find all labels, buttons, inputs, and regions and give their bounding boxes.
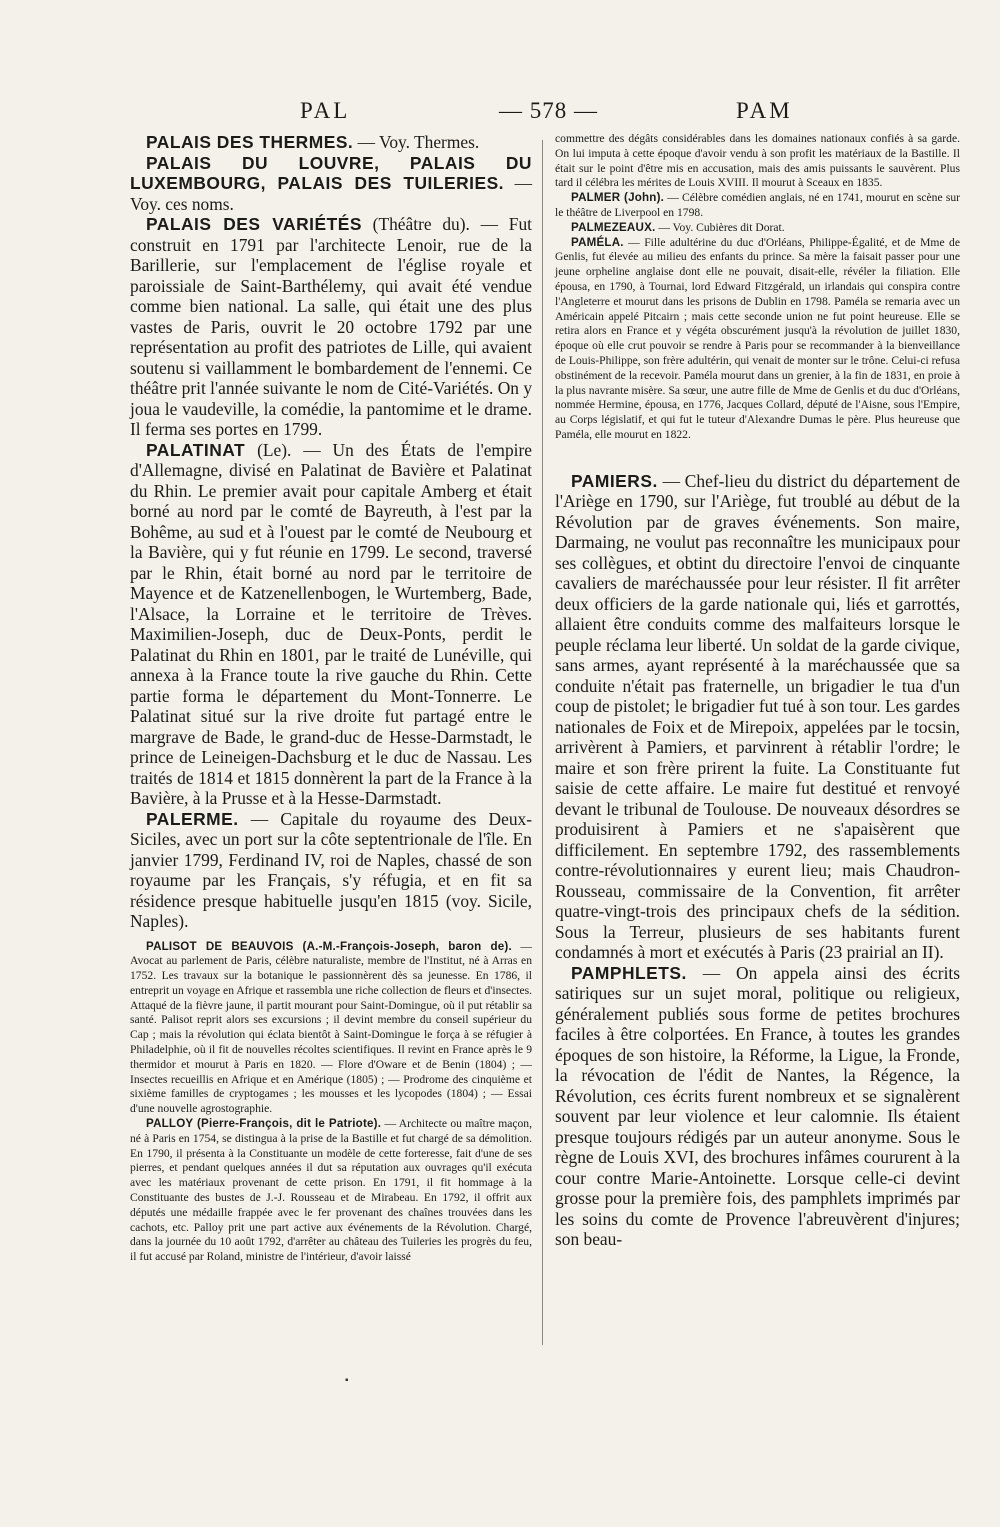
entry-palatinat: PALATINAT (Le). — Un des États de l'empire d'Allemagne, divisé en Palatinat de Bavière et Palatinat du Rhin. Le premier avait pour capitale Amberg et était borné au nord par le comté de Bayreuth, à l'est par la Bohême, au sud et à l'ouest par le comté de Neubourg et la Bavière, qui y fut réunie en 1799. Le second, traversé par le Rhin, était borné au nord par le territoire de Mayence et de Katzenellenbogen, le Wurtemberg, Bade, l'Alsace, la Lorraine et le territoire de Trèves. Maximilien-Joseph, duc de Deux-Ponts, perdit le Palatinat du Rhin en 1801, par le traité de Lunéville, qui annexa à la France toute la rive gauche du Rhin. Cette partie forma le département du Mont-Tonnerre. Le Palatinat situé sur la rive droite fut partagé entre le margrave de Bade, le grand-duc de Hesse-Darmstadt, le prince de Leineigen-Dachsburg et le duc de Nassau. Les traités de 1814 et 1815 donnèrent la part de la France à la Bavière, à la Prusse et à la Hesse-Darmstadt. — [130, 439, 532, 808]
printer-mark: ▪ — [345, 1375, 349, 1386]
left-column — [130, 132, 532, 1265]
entry-palais-louvre: PALAIS DU LOUVRE, PALAIS DU LUXEMBOURG, PALAIS DES TUILERIES. — Voy. ces noms. — [130, 152, 532, 214]
page-number: — 578 — — [499, 98, 598, 123]
entry-palmer: PALMER (John). — Célèbre comédien anglais, né en 1741, mourut en scène sur le théâtre de Liverpool en 1798. — [555, 191, 960, 219]
entry-pamphlets: PAMPHLETS. — On appela ainsi des écrits satiriques sur un sujet moral, politique ou religieux, généralement publiés sous forme de petites brochures faciles à être colportées. En France, à toutes les grandes époques de son histoire, la Réforme, la Ligue, la Fronde, la révocation de l'édit de Nantes, la Régence, la Révolution, ces écrits furent nombreux et se signalèrent souvent par leur violence et leur calomnie. Ils étaient presque toujours rédigés par un auteur anonyme. Sous le règne de Louis XVI, des brochures infâmes coururent à la cour contre Marie-Antoinette. Lorsque celle-ci devint grosse pour la première fois, des pamphlets imprimés par les soins du comte de Provence l'abreuvèrent d'injures; son beau- — [555, 962, 960, 1250]
entry-palais-varietes: PALAIS DES VARIÉTÉS (Théâtre du). — Fut construit en 1791 par l'architecte Lenoir, rue de la Barillerie, sur l'emplacement de l'église royale et paroissiale de Saint-Barthélemy, qui avait été vendue comme bien national. La salle, qui était une des plus vastes de Paris, ouvrit le 20 octobre 1792 par une représentation au profit des patriotes de Lille, qui avaient soutenu si vaillamment le bombardement de l'ennemi. Ce théâtre prit l'année suivante le nom de Cité-Variétés. On y joua le vaudeville, la comédie, la pantomime et le drame. Il ferma ses portes en 1799. — [130, 214, 533, 439]
entry-palmezeaux: PALMEZEAUX. — Voy. Cubières dit Dorat. — [571, 220, 785, 234]
spacer — [555, 443, 960, 471]
entry-palloy: PALLOY (Pierre-François, dit le Patriote). — Architecte ou maître maçon, né à Paris en 1754, se distingua à la prise de la Bastille et fut chargé de sa démolition. En 1790, il présenta à la Constituante un modèle de cette forteresse, fait d'une de ses pierres, et pendant quelques années il dut sa réputation aux ouvrages qu'il exécuta avec les matériaux provenant de cette prison. En 1791, il fit hommage à la Constituante des bustes de J.-J. Rousseau et de Mirabeau. En 1792, il offrit aux députés une médaille frappée avec le fer provenant des chaînes trouvées dans les cachots, etc. Palloy prit une part active aux événements de la Révolution. Chargé, dans la journée du 10 août 1792, d'arrêter au château des Tuileries les progrès du feu, il fut accusé par Roland, ministre de l'intérieur, d'avoir laissé — [130, 1117, 533, 1264]
entry-palais-thermes: PALAIS DES THERMES. — Voy. Thermes. — [146, 132, 480, 152]
entry-pamiers: PAMIERS. — Chef-lieu du district du département de l'Ariège en 1790, sur l'Ariège, fut troublé au début de la Révolution par de graves événements. Son maire, Darmaing, ne voulut pas reconnaître les municipaux pour ses collègues, et obtint du directoire l'envoi de cinquante cavaliers de maréchaussée pour leur résister. Il fit arrêter deux officiers de la garde nationale qui, liés et garrottés, allaient être conduits comme des malfaiteurs lorsque le peuple réclama leur liberté. Un soldat de la garde civique, sans armes, ayant représenté à la maréchaussée que sa conduite n'était pas fraternelle, un brigadier le tua d'un coup de pistolet; le brigadier fut tué à son tour. Les gardes nationales de Foix et de Mirepoix, appelées par le tocsin, arrivèrent à Pamiers, et parvinrent à rétablir l'ordre; le maire et son frère prirent la fuite. La Constituante fut saisie de cette affaire. Le maire fut destitué et renvoyé devant le tribunal de Toulouse. De nouveaux désordres se produisirent à Pamiers et ne s'apaisèrent que difficilement. En septembre 1792, des rassemblements contre-révolutionnaires y eurent lieu; mais Chaudron-Rousseau, commissaire de la Convention, fit arrêter quatre-vingt-trois des principaux chefs de la sédition. Sous la Terreur, plusieurs de ses habitants furent condamnés à mort et exécutés à Paris (23 prairial an II). — [555, 470, 960, 963]
entry-palisot: PALISOT DE BEAUVOIS (A.-M.-François-Joseph, baron de). — Avocat au parlement de Paris, célèbre naturaliste, membre de l'Institut, né à Arras en 1752. Les travaux sur la botanique le passionnèrent dès sa jeunesse. En 1786, il entreprit un voyage en Afrique et rassembla une riche collection de fleurs et d'insectes. Attaqué de la fièvre jaune, il partit mourant pour Saint-Domingue, où il put rétablir sa santé. Palisot reprit alors ses excursions ; il devint membre du conseil supérieur du Cap ; mais la révolution qui éclata bientôt à Saint-Domingue le força à se réfugier à Philadelphie, où il fit de nouvelles récoltes scientifiques. Il revint en France après le 9 thermidor et mourut à Paris en 1820. — Flore d'Oware et de Benin (1804) ; — Insectes recueillis en Afrique et en Amérique (1805) ; — Prodrome des cinquième et sixième familles de cryptogames ; les mousses et les lycopodes (1804) ; — Essai d'une nouvelle agrostographie. — [130, 939, 532, 1116]
entry-palloy-continued: commettre des dégâts considérables dans les domaines nationaux confiés à sa garde. On lui imputa à cette époque d'avoir vendu à son profit les matériaux de la Bastille. Il était sur le point d'être mis en accusation, mais des amis puissants le sauvèrent. Plus tard il célébra les mérites de Louis XVIII. Il mourut à Sceaux en 1835. — [555, 132, 960, 190]
entry-palerme: PALERME. — Capitale du royaume des Deux-Siciles, avec un port sur la côte septentrionale de l'île. En janvier 1799, Ferdinand IV, roi de Naples, chassé de son royaume par les Français, s'y réfugia, et en fit sa résidence presque habituelle jusqu'en 1815 (voy. Sicile, Naples). — [130, 808, 532, 931]
running-head-left: PAL — [300, 98, 351, 123]
right-column — [555, 132, 960, 1250]
entry-pamela: PAMÉLA. — Fille adultérine du duc d'Orléans, Philippe-Égalité, et de Mme de Genlis, fut élevée au milieu des enfants du prince. Sa mère la faisait passer pour une jeune orpheline anglaise dont elle ne pouvait, disait-elle, révéler la filiation. Elle épousa, en 1790, à Tournai, lord Edward Fitzgérald, un irlandais qui conspira contre l'Angleterre et mourut dans les prisons de Dublin en 1798. Paméla se remaria avec un Américain appelé Pitcairn ; mais cette seconde union ne fut point heureuse. Elle se retira alors en France et y végéta obscurément jusqu'à la révolution de juillet 1830, époque où elle crut pouvoir se rendre à Paris pour se recommander à la bienveillance de Louis-Philippe, son frère adultérin, qui venait de monter sur le trône. Celui-ci refusa obstinément de la recevoir. Paméla mourut dans un grenier, à la fin de 1831, en proie à la plus navrante misère. Sa sœur, une autre fille de Mme de Genlis et du duc d'Orléans, nommée Hermine, épousa, en 1776, Jacques Collard, député de l'Aisne, sous l'Empire, au Corps législatif, et qui fut le tuteur d'Alexandre Dumas le père. Plus heureuse que Paméla, elle mourut en 1822. — [555, 235, 960, 441]
spacer — [130, 932, 532, 940]
column-divider — [542, 140, 543, 1345]
running-head-right: PAM — [736, 98, 793, 123]
